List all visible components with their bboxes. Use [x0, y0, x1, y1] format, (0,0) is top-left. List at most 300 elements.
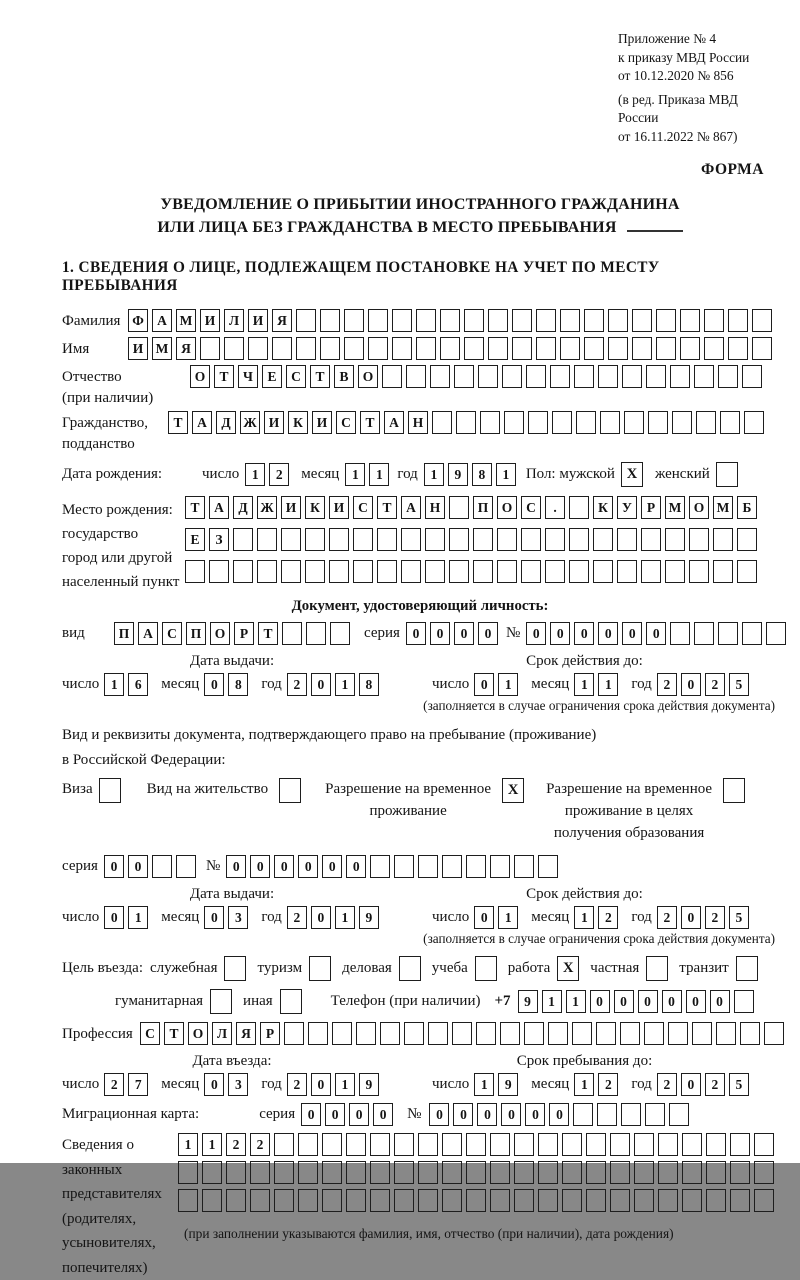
char-cell[interactable] [418, 1189, 438, 1212]
char-cell[interactable] [682, 1189, 702, 1212]
char-cell[interactable] [377, 560, 397, 583]
char-cell[interactable]: А [384, 411, 404, 434]
char-cell[interactable] [202, 1161, 222, 1184]
char-cell[interactable]: И [281, 496, 301, 519]
char-cell[interactable]: И [312, 411, 332, 434]
char-cell[interactable]: 1 [335, 906, 355, 929]
char-cell[interactable]: 1 [566, 990, 586, 1013]
char-cell[interactable] [584, 309, 604, 332]
char-cell[interactable]: Р [260, 1022, 280, 1045]
char-cell[interactable]: 2 [287, 673, 307, 696]
char-cell[interactable]: 1 [245, 463, 265, 486]
char-cell[interactable] [670, 365, 690, 388]
char-cell[interactable]: 0 [478, 622, 498, 645]
char-cell[interactable]: С [353, 496, 373, 519]
char-cell[interactable]: 0 [430, 622, 450, 645]
char-cell[interactable] [488, 337, 508, 360]
char-cell[interactable] [480, 411, 500, 434]
char-cell[interactable] [680, 309, 700, 332]
char-cell[interactable] [257, 528, 277, 551]
char-cell[interactable]: А [152, 309, 172, 332]
char-cell[interactable]: 0 [614, 990, 634, 1013]
char-cell[interactable] [704, 309, 724, 332]
char-cell[interactable] [272, 337, 292, 360]
char-cell[interactable] [425, 528, 445, 551]
char-cell[interactable]: 1 [104, 673, 124, 696]
char-cell[interactable] [658, 1161, 678, 1184]
temp-residence-checkbox[interactable]: X [502, 778, 524, 803]
char-cell[interactable]: 1 [474, 1073, 494, 1096]
char-cell[interactable] [545, 528, 565, 551]
char-cell[interactable]: 1 [335, 673, 355, 696]
char-cell[interactable] [224, 337, 244, 360]
purpose-official-checkbox[interactable] [224, 956, 246, 981]
char-cell[interactable] [634, 1161, 654, 1184]
char-cell[interactable] [449, 560, 469, 583]
char-cell[interactable]: Л [212, 1022, 232, 1045]
char-cell[interactable] [716, 1022, 736, 1045]
char-cell[interactable]: 2 [705, 1073, 725, 1096]
char-cell[interactable] [346, 1161, 366, 1184]
char-cell[interactable] [754, 1161, 774, 1184]
char-cell[interactable]: 1 [128, 906, 148, 929]
char-cell[interactable]: И [128, 337, 148, 360]
char-cell[interactable] [298, 1161, 318, 1184]
char-cell[interactable] [490, 1133, 510, 1156]
char-cell[interactable] [490, 1189, 510, 1212]
char-cell[interactable] [665, 528, 685, 551]
char-cell[interactable] [416, 337, 436, 360]
char-cell[interactable] [528, 411, 548, 434]
char-cell[interactable]: 1 [178, 1133, 198, 1156]
char-cell[interactable]: 0 [453, 1103, 473, 1126]
char-cell[interactable]: 8 [359, 673, 379, 696]
char-cell[interactable]: 0 [322, 855, 342, 878]
char-cell[interactable] [754, 1133, 774, 1156]
char-cell[interactable]: Б [737, 496, 757, 519]
char-cell[interactable] [418, 855, 438, 878]
char-cell[interactable] [668, 1022, 688, 1045]
char-cell[interactable]: Я [236, 1022, 256, 1045]
char-cell[interactable] [478, 365, 498, 388]
char-cell[interactable] [466, 1161, 486, 1184]
char-cell[interactable] [622, 365, 642, 388]
char-cell[interactable] [476, 1022, 496, 1045]
char-cell[interactable] [281, 560, 301, 583]
char-cell[interactable] [329, 560, 349, 583]
char-cell[interactable] [658, 1189, 678, 1212]
char-cell[interactable] [728, 309, 748, 332]
char-cell[interactable] [178, 1161, 198, 1184]
char-cell[interactable] [370, 1133, 390, 1156]
char-cell[interactable] [744, 411, 764, 434]
char-cell[interactable] [514, 1189, 534, 1212]
char-cell[interactable]: 0 [662, 990, 682, 1013]
char-cell[interactable]: О [190, 365, 210, 388]
char-cell[interactable] [754, 1189, 774, 1212]
char-cell[interactable]: 3 [228, 906, 248, 929]
char-cell[interactable]: И [264, 411, 284, 434]
char-cell[interactable]: Д [216, 411, 236, 434]
char-cell[interactable] [696, 411, 716, 434]
char-cell[interactable] [706, 1161, 726, 1184]
char-cell[interactable] [694, 365, 714, 388]
char-cell[interactable] [428, 1022, 448, 1045]
char-cell[interactable]: 0 [622, 622, 642, 645]
char-cell[interactable] [752, 337, 772, 360]
char-cell[interactable] [694, 622, 714, 645]
char-cell[interactable] [454, 365, 474, 388]
char-cell[interactable] [416, 309, 436, 332]
char-cell[interactable]: 0 [550, 622, 570, 645]
char-cell[interactable] [281, 528, 301, 551]
char-cell[interactable]: С [140, 1022, 160, 1045]
char-cell[interactable] [353, 560, 373, 583]
char-cell[interactable] [740, 1022, 760, 1045]
char-cell[interactable] [526, 365, 546, 388]
char-cell[interactable]: 2 [657, 673, 677, 696]
char-cell[interactable] [610, 1161, 630, 1184]
char-cell[interactable] [641, 528, 661, 551]
char-cell[interactable] [298, 1133, 318, 1156]
char-cell[interactable]: А [138, 622, 158, 645]
char-cell[interactable] [464, 309, 484, 332]
char-cell[interactable] [730, 1133, 750, 1156]
char-cell[interactable]: С [286, 365, 306, 388]
char-cell[interactable] [593, 560, 613, 583]
char-cell[interactable] [634, 1189, 654, 1212]
char-cell[interactable]: М [176, 309, 196, 332]
char-cell[interactable] [692, 1022, 712, 1045]
char-cell[interactable] [320, 309, 340, 332]
char-cell[interactable] [466, 855, 486, 878]
char-cell[interactable] [572, 1022, 592, 1045]
char-cell[interactable] [610, 1189, 630, 1212]
char-cell[interactable]: 1 [496, 463, 516, 486]
char-cell[interactable] [569, 560, 589, 583]
char-cell[interactable]: 1 [574, 1073, 594, 1096]
char-cell[interactable] [632, 337, 652, 360]
char-cell[interactable]: 0 [204, 906, 224, 929]
purpose-other-checkbox[interactable] [280, 989, 302, 1014]
char-cell[interactable]: 2 [705, 673, 725, 696]
purpose-tourism-checkbox[interactable] [309, 956, 331, 981]
char-cell[interactable] [368, 309, 388, 332]
char-cell[interactable]: Ж [240, 411, 260, 434]
char-cell[interactable]: Т [185, 496, 205, 519]
char-cell[interactable] [233, 560, 253, 583]
char-cell[interactable] [766, 622, 786, 645]
char-cell[interactable] [562, 1189, 582, 1212]
char-cell[interactable]: 0 [325, 1103, 345, 1126]
char-cell[interactable] [332, 1022, 352, 1045]
residence-permit-checkbox[interactable] [279, 778, 301, 803]
char-cell[interactable] [382, 365, 402, 388]
char-cell[interactable] [490, 1161, 510, 1184]
char-cell[interactable] [562, 1161, 582, 1184]
char-cell[interactable] [452, 1022, 472, 1045]
char-cell[interactable]: 0 [274, 855, 294, 878]
char-cell[interactable] [550, 365, 570, 388]
char-cell[interactable]: Т [214, 365, 234, 388]
char-cell[interactable]: 0 [477, 1103, 497, 1126]
char-cell[interactable] [305, 528, 325, 551]
char-cell[interactable] [377, 528, 397, 551]
char-cell[interactable]: 2 [287, 1073, 307, 1096]
char-cell[interactable]: К [593, 496, 613, 519]
char-cell[interactable] [152, 855, 172, 878]
char-cell[interactable]: 1 [335, 1073, 355, 1096]
char-cell[interactable]: И [200, 309, 220, 332]
char-cell[interactable]: 2 [598, 906, 618, 929]
char-cell[interactable]: 2 [598, 1073, 618, 1096]
char-cell[interactable] [298, 1189, 318, 1212]
char-cell[interactable] [574, 365, 594, 388]
char-cell[interactable]: 1 [574, 906, 594, 929]
char-cell[interactable]: Т [168, 411, 188, 434]
char-cell[interactable]: 0 [638, 990, 658, 1013]
char-cell[interactable]: 0 [204, 673, 224, 696]
char-cell[interactable] [356, 1022, 376, 1045]
char-cell[interactable] [406, 365, 426, 388]
char-cell[interactable]: 5 [729, 673, 749, 696]
char-cell[interactable]: 0 [646, 622, 666, 645]
char-cell[interactable]: О [188, 1022, 208, 1045]
char-cell[interactable]: К [288, 411, 308, 434]
char-cell[interactable]: 0 [104, 906, 124, 929]
char-cell[interactable] [449, 528, 469, 551]
purpose-transit-checkbox[interactable] [736, 956, 758, 981]
char-cell[interactable]: 9 [359, 906, 379, 929]
char-cell[interactable] [497, 528, 517, 551]
char-cell[interactable] [706, 1133, 726, 1156]
char-cell[interactable]: Я [272, 309, 292, 332]
char-cell[interactable]: 0 [501, 1103, 521, 1126]
char-cell[interactable]: Ж [257, 496, 277, 519]
char-cell[interactable] [734, 990, 754, 1013]
char-cell[interactable] [521, 528, 541, 551]
char-cell[interactable] [490, 855, 510, 878]
char-cell[interactable] [440, 309, 460, 332]
char-cell[interactable]: 0 [406, 622, 426, 645]
char-cell[interactable]: 0 [104, 855, 124, 878]
char-cell[interactable] [586, 1161, 606, 1184]
char-cell[interactable]: 0 [526, 622, 546, 645]
char-cell[interactable]: 0 [204, 1073, 224, 1096]
char-cell[interactable] [305, 560, 325, 583]
char-cell[interactable] [560, 309, 580, 332]
char-cell[interactable]: К [305, 496, 325, 519]
char-cell[interactable] [552, 411, 572, 434]
char-cell[interactable] [296, 309, 316, 332]
char-cell[interactable] [562, 1133, 582, 1156]
char-cell[interactable] [274, 1161, 294, 1184]
char-cell[interactable] [648, 411, 668, 434]
char-cell[interactable] [330, 622, 350, 645]
char-cell[interactable]: 0 [349, 1103, 369, 1126]
char-cell[interactable]: Е [262, 365, 282, 388]
char-cell[interactable] [669, 1103, 689, 1126]
char-cell[interactable]: 9 [448, 463, 468, 486]
char-cell[interactable] [322, 1189, 342, 1212]
char-cell[interactable] [404, 1022, 424, 1045]
char-cell[interactable]: С [521, 496, 541, 519]
char-cell[interactable]: 0 [311, 673, 331, 696]
char-cell[interactable]: Р [234, 622, 254, 645]
char-cell[interactable] [689, 528, 709, 551]
char-cell[interactable]: Л [224, 309, 244, 332]
char-cell[interactable]: Н [425, 496, 445, 519]
char-cell[interactable] [370, 855, 390, 878]
char-cell[interactable] [645, 1103, 665, 1126]
char-cell[interactable] [502, 365, 522, 388]
char-cell[interactable] [442, 1133, 462, 1156]
char-cell[interactable] [728, 337, 748, 360]
char-cell[interactable] [737, 560, 757, 583]
char-cell[interactable]: 8 [228, 673, 248, 696]
char-cell[interactable] [569, 528, 589, 551]
char-cell[interactable] [704, 337, 724, 360]
char-cell[interactable]: 0 [590, 990, 610, 1013]
char-cell[interactable]: Д [233, 496, 253, 519]
char-cell[interactable]: П [186, 622, 206, 645]
char-cell[interactable] [466, 1189, 486, 1212]
char-cell[interactable]: М [713, 496, 733, 519]
char-cell[interactable] [176, 855, 196, 878]
char-cell[interactable] [504, 411, 524, 434]
char-cell[interactable]: 0 [681, 673, 701, 696]
char-cell[interactable]: В [334, 365, 354, 388]
char-cell[interactable]: 0 [373, 1103, 393, 1126]
char-cell[interactable] [545, 560, 565, 583]
char-cell[interactable] [514, 855, 534, 878]
char-cell[interactable] [670, 622, 690, 645]
char-cell[interactable]: 0 [454, 622, 474, 645]
char-cell[interactable]: 1 [345, 463, 365, 486]
char-cell[interactable] [586, 1189, 606, 1212]
char-cell[interactable] [185, 560, 205, 583]
char-cell[interactable] [418, 1161, 438, 1184]
char-cell[interactable] [282, 622, 302, 645]
char-cell[interactable]: 9 [518, 990, 538, 1013]
char-cell[interactable] [514, 1133, 534, 1156]
char-cell[interactable]: З [209, 528, 229, 551]
char-cell[interactable]: 2 [287, 906, 307, 929]
char-cell[interactable]: 0 [598, 622, 618, 645]
char-cell[interactable] [610, 1133, 630, 1156]
char-cell[interactable]: 2 [250, 1133, 270, 1156]
char-cell[interactable] [538, 1189, 558, 1212]
char-cell[interactable]: 5 [729, 906, 749, 929]
char-cell[interactable]: 0 [346, 855, 366, 878]
sex-male-checkbox[interactable]: X [621, 462, 643, 487]
char-cell[interactable]: И [329, 496, 349, 519]
char-cell[interactable] [401, 560, 421, 583]
char-cell[interactable] [442, 855, 462, 878]
char-cell[interactable] [730, 1189, 750, 1212]
char-cell[interactable]: О [497, 496, 517, 519]
char-cell[interactable] [226, 1189, 246, 1212]
char-cell[interactable] [672, 411, 692, 434]
char-cell[interactable]: 5 [729, 1073, 749, 1096]
char-cell[interactable] [730, 1161, 750, 1184]
char-cell[interactable] [682, 1133, 702, 1156]
char-cell[interactable]: Ф [128, 309, 148, 332]
char-cell[interactable]: 0 [549, 1103, 569, 1126]
char-cell[interactable] [569, 496, 589, 519]
char-cell[interactable] [718, 622, 738, 645]
char-cell[interactable]: 0 [301, 1103, 321, 1126]
char-cell[interactable]: 7 [128, 1073, 148, 1096]
char-cell[interactable] [464, 337, 484, 360]
purpose-work-checkbox[interactable]: X [557, 956, 579, 981]
char-cell[interactable]: О [210, 622, 230, 645]
char-cell[interactable] [548, 1022, 568, 1045]
char-cell[interactable] [442, 1189, 462, 1212]
char-cell[interactable] [432, 411, 452, 434]
char-cell[interactable]: 0 [474, 906, 494, 929]
char-cell[interactable]: А [401, 496, 421, 519]
sex-female-checkbox[interactable] [716, 462, 738, 487]
char-cell[interactable] [665, 560, 685, 583]
char-cell[interactable]: 0 [525, 1103, 545, 1126]
char-cell[interactable] [634, 1133, 654, 1156]
char-cell[interactable] [442, 1161, 462, 1184]
char-cell[interactable] [600, 411, 620, 434]
char-cell[interactable]: 0 [298, 855, 318, 878]
char-cell[interactable]: 2 [657, 1073, 677, 1096]
char-cell[interactable] [449, 496, 469, 519]
char-cell[interactable]: 8 [472, 463, 492, 486]
char-cell[interactable]: . [545, 496, 565, 519]
char-cell[interactable]: 2 [269, 463, 289, 486]
char-cell[interactable] [344, 337, 364, 360]
char-cell[interactable] [306, 622, 326, 645]
char-cell[interactable] [538, 1133, 558, 1156]
char-cell[interactable]: 0 [311, 1073, 331, 1096]
char-cell[interactable] [524, 1022, 544, 1045]
char-cell[interactable]: 1 [498, 906, 518, 929]
char-cell[interactable] [322, 1161, 342, 1184]
char-cell[interactable] [392, 309, 412, 332]
temp-residence-education-checkbox[interactable] [723, 778, 745, 803]
char-cell[interactable] [233, 528, 253, 551]
char-cell[interactable] [274, 1189, 294, 1212]
char-cell[interactable]: 0 [429, 1103, 449, 1126]
char-cell[interactable] [329, 528, 349, 551]
char-cell[interactable] [514, 1161, 534, 1184]
char-cell[interactable]: 3 [228, 1073, 248, 1096]
char-cell[interactable]: Р [641, 496, 661, 519]
char-cell[interactable] [764, 1022, 784, 1045]
char-cell[interactable] [521, 560, 541, 583]
char-cell[interactable]: Т [164, 1022, 184, 1045]
char-cell[interactable] [200, 337, 220, 360]
char-cell[interactable]: 0 [681, 1073, 701, 1096]
char-cell[interactable] [737, 528, 757, 551]
char-cell[interactable]: Я [176, 337, 196, 360]
char-cell[interactable] [346, 1189, 366, 1212]
char-cell[interactable] [656, 337, 676, 360]
char-cell[interactable] [296, 337, 316, 360]
char-cell[interactable]: Т [360, 411, 380, 434]
purpose-study-checkbox[interactable] [475, 956, 497, 981]
char-cell[interactable] [706, 1189, 726, 1212]
visa-checkbox[interactable] [99, 778, 121, 803]
char-cell[interactable]: Т [310, 365, 330, 388]
char-cell[interactable] [536, 309, 556, 332]
char-cell[interactable] [658, 1133, 678, 1156]
